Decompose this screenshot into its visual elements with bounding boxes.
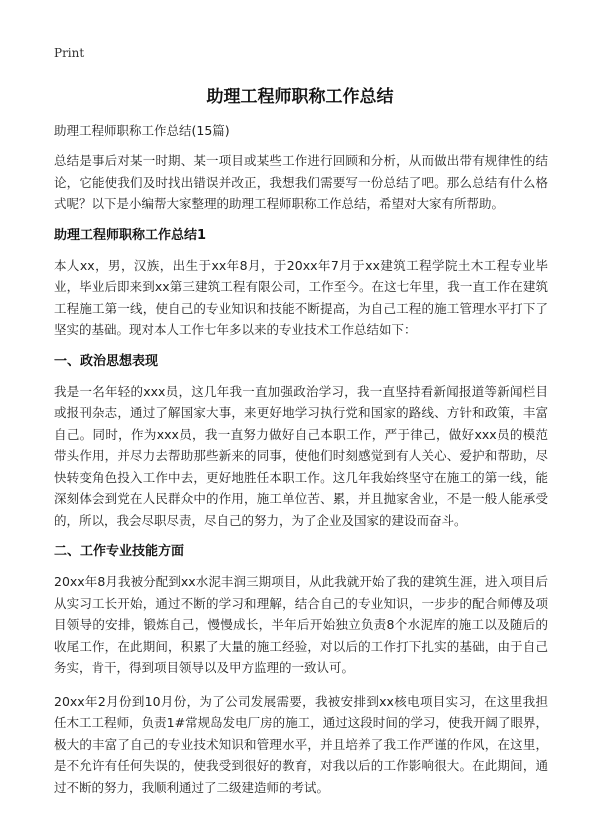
section-heading-political: 一、政治思想表现 (54, 353, 159, 369)
document-body (54, 122, 548, 810)
section-heading-summary-1: 助理工程师职称工作总结1 (54, 227, 207, 243)
section-paragraph-political: 我是一名年轻的xxx员，这几年我一直加强政治学习，我一直坚持看新闻报道等新闻栏目或报刊杂志，通过了解国家大事，来更好地学习执行党和国家的路线、方针和政策，丰富自己。同时，作为xxx员，我一直努力做好自己本职工作，严于律己，做好xxx员的模范带头作用，并尽力去帮助那些新来的同事，使他们时刻感觉到有人关心、爱护和帮助，尽快转变角色投入工作中去，更好地胜任本职工作。这几年我始终坚守在施工的第一线，能深刻体会到党在人民群众中的作用，施工单位苦、累，并且抛家舍业，不是一般人能承受的，所以，我会尽职尽责，尽自己的努力，为了企业及国家的建设而奋斗。 (54, 383, 548, 528)
document-subtitle: 助理工程师职称工作总结(15篇) (54, 123, 230, 138)
print-link[interactable]: Print (54, 46, 85, 60)
intro-paragraph: 总结是事后对某一时期、某一项目或某些工作进行回顾和分析，从而做出带有规律性的结论，它能使我们及时找出错误并改正，我想我们需要写一份总结了吧。那么总结有什么格式呢？以下是小编帮大家整理的助理工程师职称工作总结，希望对大家有所帮助。 (54, 153, 548, 211)
section-paragraph-professional-2: 20xx年2月份到10月份，为了公司发展需要，我被安排到xx核电项目实习，在这里我担任木工工程师，负责1#常规岛发电厂房的施工，通过这段时间的学习，使我开阔了眼界，极大的丰富了自己的专业技术知识和管理水平，并且培养了我工作严谨的作风，在这里，是不允许有任何失误的，使我受到很好的教育，对我以后的工作影响很大。在此期间，通过不断的努力，我顺利通过了二级建造师的考试。 (54, 693, 548, 795)
section-paragraph-summary-1: 本人xx，男，汉族，出生于xx年8月，于20xx年7月于xx建筑工程学院土木工程专业毕业，毕业后即来到xx第三建筑工程有限公司，工作至今。在这七年里，我一直工作在建筑工程施工第一线，使自己的专业知识和技能不断提高，为自己工程的施工管理水平打下了坚实的基础。现对本人工作七年多以来的专业技术工作总结如下： (54, 257, 548, 337)
section-paragraph-professional-1: 20xx年8月我被分配到xx水泥丰润三期项目，从此我就开始了我的建筑生涯，进入项目后从实习工长开始，通过不断的学习和理解，结合自己的专业知识，一步步的配合师傅及项目领导的安排，锻炼自己，慢慢成长，半年后开始独立负责8个水泥库的施工以及随后的收尾工作，在此期间，积累了大量的施工经验，对以后的工作打下扎实的基础，由于自己务实，肯干，得到项目领导以及甲方监理的一致认可。 (54, 574, 548, 675)
section-heading-professional-skills: 二、工作专业技能方面 (54, 544, 185, 559)
page-title: 助理工程师职称工作总结 (206, 87, 394, 107)
